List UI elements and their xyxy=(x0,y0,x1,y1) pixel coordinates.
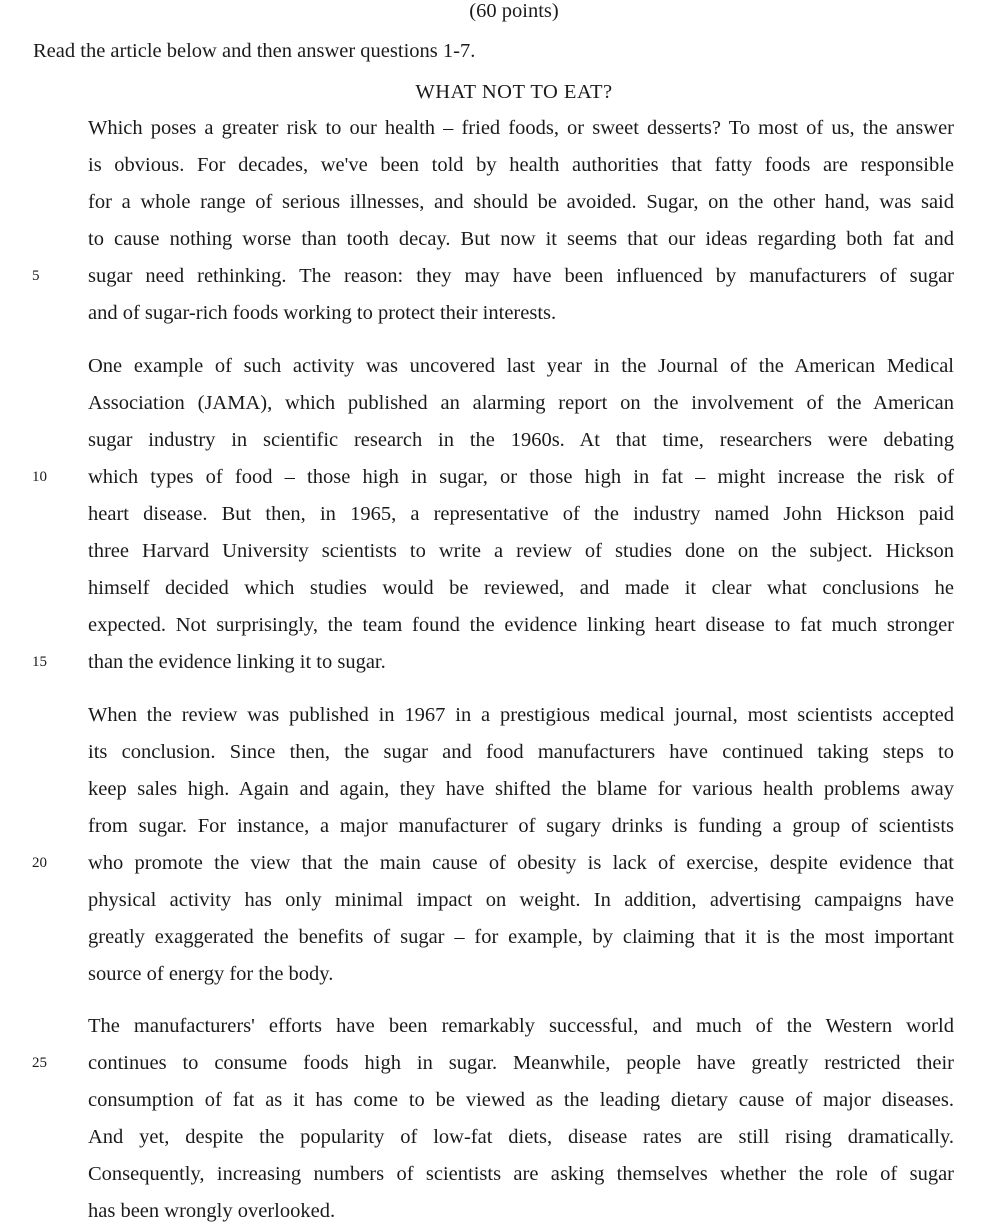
text-line: expected. Not surprisingly, the team found the evidence linking heart disease to fat much stronger xyxy=(88,614,954,636)
text-line: consumption of fat as it has come to be viewed as the leading dietary cause of major diseases. xyxy=(88,1089,954,1111)
text-line: sugar need rethinking. The reason: they may have been influenced by manufacturers of sugar xyxy=(88,265,954,287)
text-line: physical activity has only minimal impact on weight. In addition, advertising campaigns have xyxy=(88,889,954,911)
text-line: sugar industry in scientific research in the 1960s. At that time, researchers were debating xyxy=(88,429,954,451)
article-title: WHAT NOT TO EAT? xyxy=(415,81,613,103)
text-line: than the evidence linking it to sugar. xyxy=(88,651,386,673)
text-line: is obvious. For decades, we've been told by health authorities that fatty foods are responsible xyxy=(88,154,954,176)
text-line: Consequently, increasing numbers of scientists are asking themselves whether the role of sugar xyxy=(88,1163,954,1185)
paragraph-3 xyxy=(88,697,954,993)
text-line: has been wrongly overlooked. xyxy=(88,1200,336,1222)
text-line: and of sugar-rich foods working to protect their interests. xyxy=(88,302,557,324)
text-line: greatly exaggerated the benefits of sugar – for example, by claiming that it is the most important xyxy=(88,926,954,948)
text-line: One example of such activity was uncovered last year in the Journal of the American Medical xyxy=(88,355,954,377)
text-line: three Harvard University scientists to write a review of studies done on the subject. Hickson xyxy=(88,540,954,562)
text-line: And yet, despite the popularity of low-fat diets, disease rates are still rising dramatically. xyxy=(88,1126,954,1148)
line-number: 10 xyxy=(32,469,47,485)
text-line: Which poses a greater risk to our health – fried foods, or sweet desserts? To most of us, the answer xyxy=(88,117,954,139)
text-line: The manufacturers' efforts have been remarkably successful, and much of the Western world xyxy=(88,1015,954,1037)
text-line: source of energy for the body. xyxy=(88,963,334,985)
text-line: which types of food – those high in sugar, or those high in fat – might increase the risk of xyxy=(88,466,954,488)
text-line: heart disease. But then, in 1965, a representative of the industry named John Hickson paid xyxy=(88,503,954,525)
text-line: When the review was published in 1967 in a prestigious medical journal, most scientists accepted xyxy=(88,704,954,726)
text-line: Association (JAMA), which published an alarming report on the involvement of the American xyxy=(88,392,954,414)
text-line: from sugar. For instance, a major manufacturer of sugary drinks is funding a group of scientists xyxy=(88,815,954,837)
line-number: 15 xyxy=(32,654,47,670)
text-line: its conclusion. Since then, the sugar and food manufacturers have continued taking steps to xyxy=(88,741,954,763)
text-line: who promote the view that the main cause of obesity is lack of exercise, despite evidence that xyxy=(88,852,954,874)
text-line: to cause nothing worse than tooth decay. But now it seems that our ideas regarding both fat and xyxy=(88,228,954,250)
line-number: 20 xyxy=(32,855,47,871)
text-line: for a whole range of serious illnesses, and should be avoided. Sugar, on the other hand, was said xyxy=(88,191,954,213)
paragraph-2 xyxy=(88,348,954,681)
text-line: himself decided which studies would be reviewed, and made it clear what conclusions he xyxy=(88,577,954,599)
line-number: 5 xyxy=(32,268,40,284)
text-line: keep sales high. Again and again, they have shifted the blame for various health problems away xyxy=(88,778,954,800)
text-line: continues to consume foods high in sugar. Meanwhile, people have greatly restricted their xyxy=(88,1052,954,1074)
instructions: Read the article below and then answer questions 1-7. xyxy=(33,40,476,62)
paragraph-4 xyxy=(88,1008,954,1230)
line-number: 25 xyxy=(32,1055,47,1071)
paragraph-1 xyxy=(88,110,954,332)
points-label: (60 points) xyxy=(469,0,559,22)
